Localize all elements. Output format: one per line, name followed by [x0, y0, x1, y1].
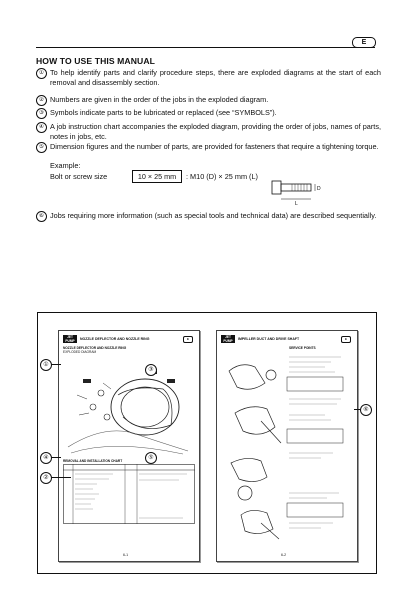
dim-l-label: L	[295, 201, 298, 206]
list-item-4	[36, 122, 381, 142]
job-chart-table	[63, 464, 195, 524]
item-text: A job instruction chart accompanies the exploded diagram, providing the order of jobs, names of parts, notes in jobs, etc.	[50, 122, 381, 141]
language-tag: E	[183, 336, 193, 343]
example-label: Example:	[50, 161, 81, 170]
list-item-6	[36, 211, 381, 221]
callout-5: ⑤	[145, 452, 157, 464]
dim-d-label: D	[317, 186, 321, 192]
section-badge: JET PUMP	[63, 335, 77, 343]
section-badge: JET PUMP	[221, 335, 235, 343]
page-header	[63, 335, 193, 343]
exploded-diagram	[63, 355, 195, 455]
language-tab: E	[352, 37, 376, 48]
list-item-1	[36, 68, 381, 88]
page-header	[221, 335, 351, 343]
chart-title: REMOVAL AND INSTALLATION CHART	[63, 459, 123, 463]
item-text: Numbers are given in the order of the jobs in the exploded diagram.	[50, 95, 269, 104]
callout-1: ①	[40, 359, 52, 371]
diagram-label: EXPLODED DIAGRAM	[63, 350, 97, 354]
page-heading: HOW TO USE THIS MANUAL	[36, 56, 156, 66]
item-number: ②	[36, 95, 47, 106]
callout-4: ④	[40, 452, 52, 464]
top-rule	[36, 47, 375, 48]
bolt-size-spec: : M10 (D) × 25 mm (L)	[186, 172, 258, 181]
item-text: To help identify parts and clarify procedure steps, there are exploded diagrams at the start of each removal and disassembly section.	[50, 68, 381, 87]
page-title: NOZZLE DEFLECTOR AND NOZZLE RING	[80, 337, 150, 341]
item-text: Dimension figures and the number of parts, are provided for fasteners that require a tightening torque.	[50, 142, 379, 151]
item-number: ④	[36, 122, 47, 133]
item-text: Jobs requiring more information (such as special tools and technical data) are described sequentially.	[50, 211, 377, 220]
bolt-size-label: Bolt or screw size	[50, 172, 108, 181]
page-title: IMPELLER DUCT AND DRIVE SHAFT	[238, 337, 300, 341]
callout-6: ⑥	[360, 404, 372, 416]
bolt-icon	[270, 178, 324, 206]
item-number: ⑥	[36, 211, 47, 222]
page-number: 6-2	[281, 553, 287, 557]
service-steps-illustrations	[221, 353, 353, 553]
service-points-heading: SERVICE POINTS	[289, 346, 316, 350]
callout-1-leader	[51, 364, 61, 365]
callout-4-leader	[51, 457, 61, 458]
manual-right-page	[216, 330, 358, 562]
page-subtitle: NOZZLE DEFLECTOR AND NOZZLE RING	[63, 346, 127, 350]
item-text: Symbols indicate parts to be lubricated or replaced (see “SYMBOLS”).	[50, 108, 277, 117]
page-number: 6-1	[123, 553, 129, 557]
callout-6-leader	[354, 409, 360, 410]
manual-left-page	[58, 330, 200, 562]
callout-3: ③	[145, 364, 157, 376]
item-number: ③	[36, 108, 47, 119]
bolt-size-box: 10 × 25 mm	[132, 170, 182, 183]
list-item-2	[36, 95, 381, 105]
item-number: ①	[36, 68, 47, 79]
callout-2: ②	[40, 472, 52, 484]
callout-2-leader	[51, 477, 71, 478]
item-number: ⑤	[36, 142, 47, 153]
language-tag: E	[341, 336, 351, 343]
list-item-5	[36, 142, 381, 152]
list-item-3	[36, 108, 381, 118]
